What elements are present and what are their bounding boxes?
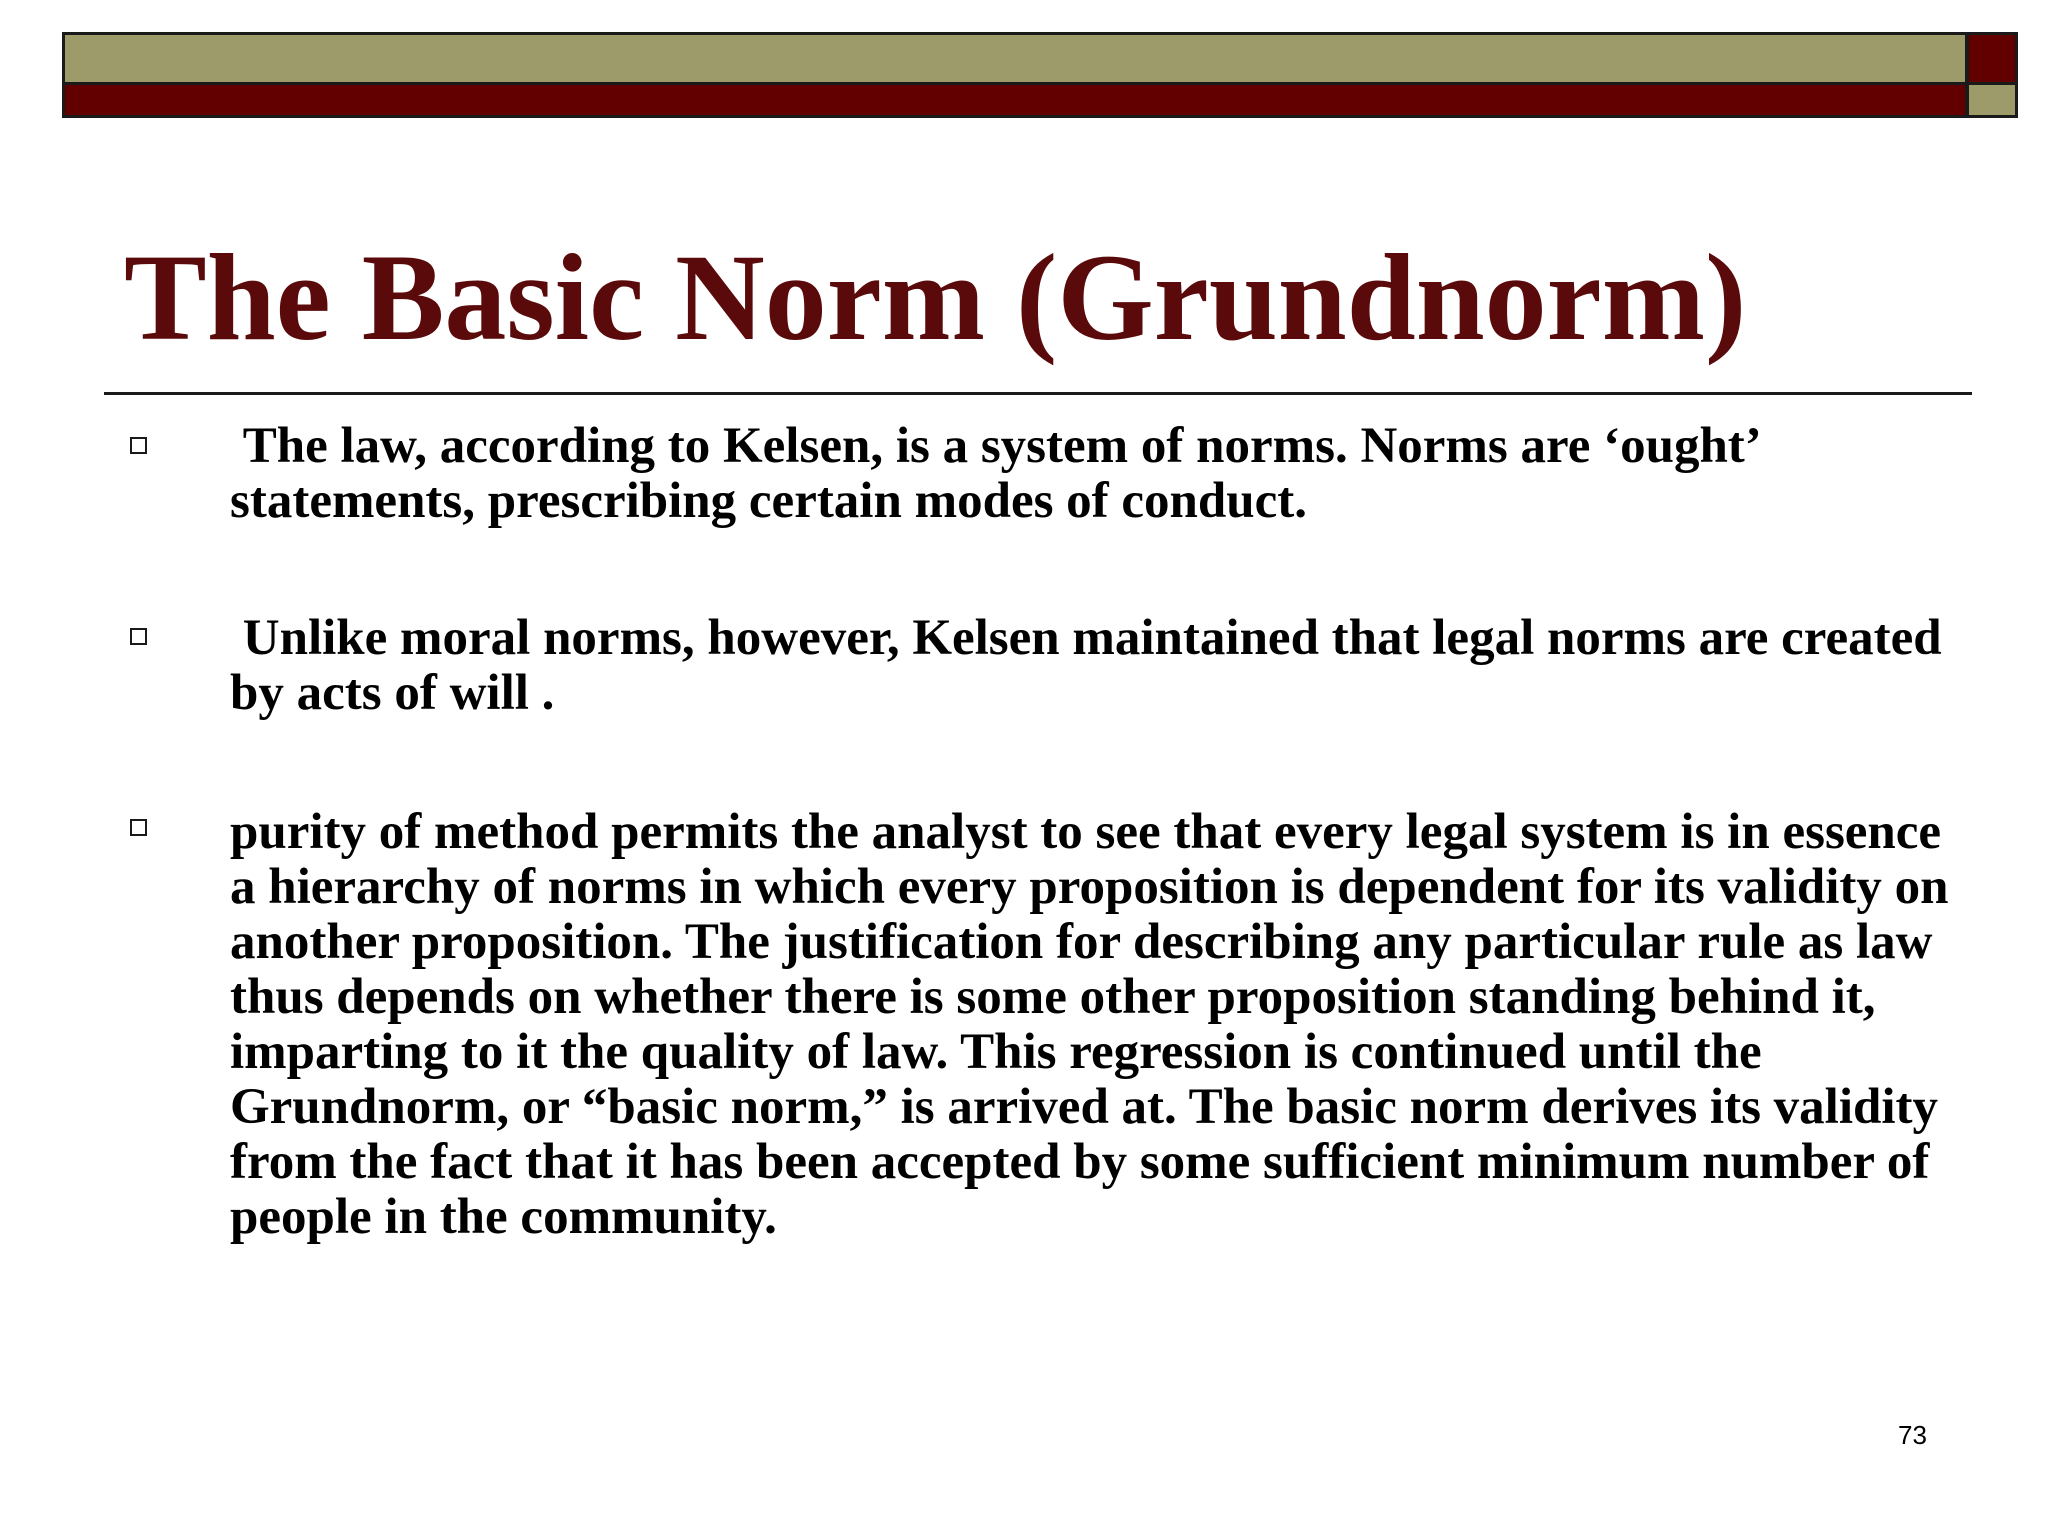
- bullet-square-icon: [130, 437, 147, 454]
- bullet-text-2: Unlike moral norms, however, Kelsen maintained that legal norms are created by acts of will .: [230, 610, 1955, 721]
- bullet-text-3: purity of method permits the analyst to see that every legal system is in essence a hierarchy of norms in which every proposition is dependent for its validity on another proposition. The justification for describing any particular rule as law thus depends on whether there is some other proposition standing behind it, imparting to it the quality of law. This regression is continued until the Grundnorm, or “basic norm,” is arrived at. The basic norm derives its validity from the fact that it has been accepted by some sufficient minimum number of people in the community.: [230, 804, 1949, 1245]
- bullet-square-icon: [130, 628, 147, 645]
- header-bar-maroon: [62, 85, 1968, 118]
- header-bar-olive: [62, 32, 1968, 85]
- page-number: 73: [1898, 1420, 1927, 1450]
- bullet-text-1: The law, according to Kelsen, is a system of norms. Norms are ‘ought’ statements, prescribing certain modes of conduct.: [230, 418, 1771, 529]
- header-corner-maroon: [1966, 32, 2018, 85]
- bullet-square-icon: [130, 819, 147, 836]
- slide-title: The Basic Norm (Grundnorm): [124, 229, 1747, 366]
- header-corner-olive: [1966, 85, 2018, 118]
- title-underline: [104, 392, 1972, 395]
